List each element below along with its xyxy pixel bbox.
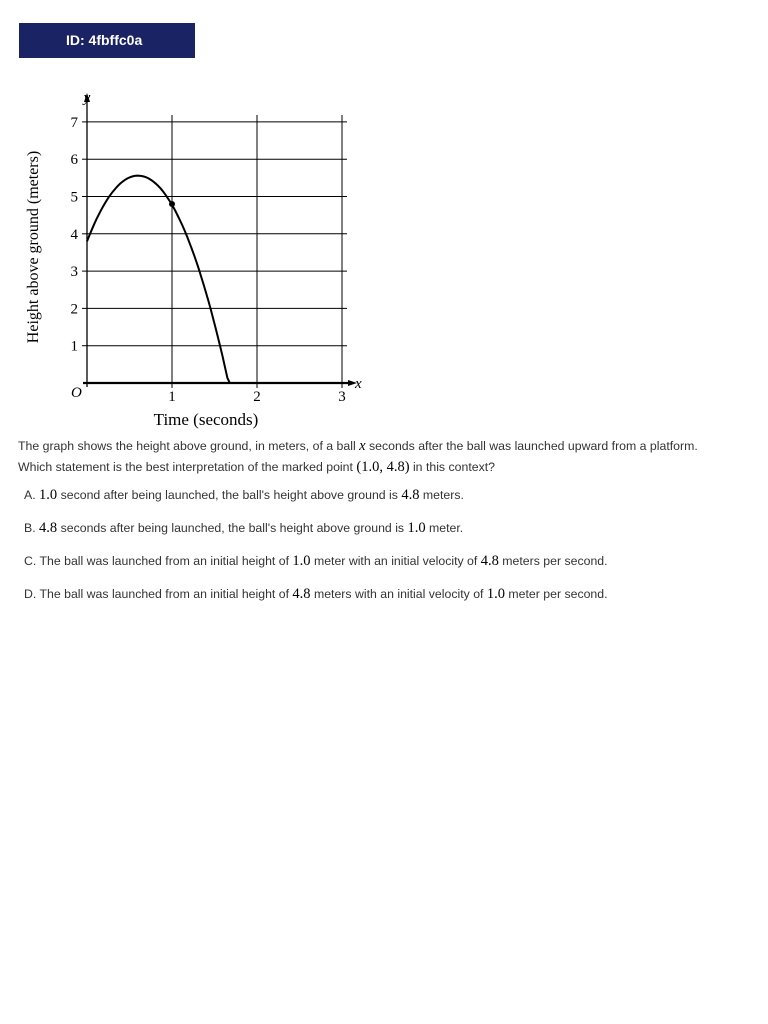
choice-letter: C. [24,554,40,568]
choice-text: meters. [419,488,464,502]
marked-point [169,201,175,207]
grid-lines [87,115,347,383]
answer-choice-c[interactable] [24,550,744,583]
choice-text: second after being launched, the ball's height above ground is [57,488,402,502]
x-tick-label: 2 [253,389,261,405]
answer-choice-d[interactable] [24,583,744,616]
choice-text: meter per second. [505,587,608,601]
question-text-3: in this context? [412,460,495,474]
choice-text: meters per second. [498,554,608,568]
choice-letter: B. [24,521,40,535]
question-stem [18,436,718,478]
y-tick-label: 5 [70,189,78,206]
y-tick-label: 4 [70,226,78,243]
choice-number: 4.8 [39,520,58,536]
x-tick-label: 3 [338,389,346,405]
choice-text: The ball was launched from an initial height of [39,554,293,568]
choice-text: meters with an initial velocity of [310,587,487,601]
y-tick-label: 3 [70,264,78,281]
height-time-graph [18,85,370,433]
choice-number: 4.8 [480,553,499,569]
choice-text: meter. [425,521,464,535]
choice-number: 4.8 [292,586,311,602]
choice-number: 4.8 [401,487,420,503]
y-tick-label: 7 [70,114,78,131]
choice-letter: D. [24,587,40,601]
choice-text: The ball was launched from an initial height of [39,587,293,601]
choice-number: 1.0 [39,487,58,503]
question-text-2: seconds after the ball was launched upward from a platform. Which statement is the best interpretation of the marked point [18,439,698,474]
answer-choices [24,484,744,616]
variable-x: x [359,438,366,454]
choice-letter: A. [24,488,40,502]
question-id-badge: ID: 4fbffc0a [19,23,195,58]
height-curve [87,176,230,383]
y-tick-label: 2 [70,301,78,318]
y-axis-title: Height above ground (meters) [25,150,42,344]
choice-text: meter with an initial velocity of [310,554,481,568]
question-text-1: The graph shows the height above ground, in meters, of a ball [18,439,356,453]
answer-choice-b[interactable] [24,517,744,550]
x-axis-letter: x [355,376,362,392]
marked-point-label: (1.0, 4.8) [356,459,410,475]
y-tick-label: 6 [70,152,78,169]
choice-number: 1.0 [292,553,311,569]
choice-number: 1.0 [486,586,505,602]
x-tick-label: 1 [168,389,176,405]
choice-number: 1.0 [407,520,426,536]
y-axis-letter: y [83,90,91,106]
tick-labels [71,115,346,405]
y-tick-label: 1 [70,338,78,355]
answer-choice-a[interactable] [24,484,744,517]
origin-label: O [71,385,82,401]
choice-text: seconds after being launched, the ball's height above ground is [57,521,408,535]
x-axis-title: Time (seconds) [153,410,259,429]
